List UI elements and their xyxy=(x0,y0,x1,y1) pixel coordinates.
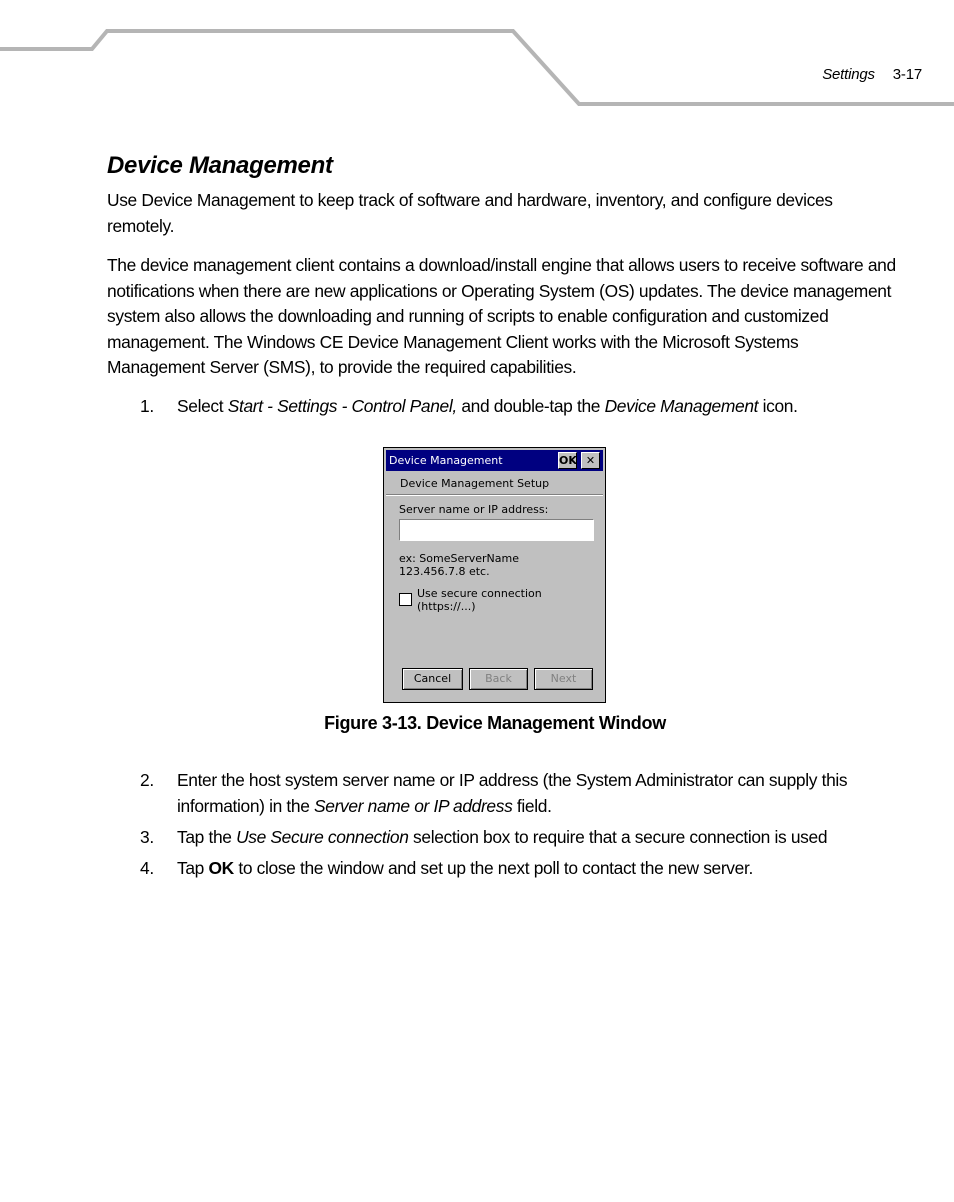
dialog-titlebar xyxy=(386,450,603,471)
page-number: 3-17 xyxy=(892,66,922,83)
client-paragraph: The device management client contains a download/install engine that allows users to receive software and notifications when there are new applications or Operating System (OS) updates. The device management system also allows the downloading and running of scripts to enable configuration and customized management. The Windows CE Device Management Client works with the Microsoft Systems Management Server (SMS), to provide the required capabilities. xyxy=(107,255,896,378)
icon-name: Device Management xyxy=(604,396,759,416)
cancel-button[interactable]: Cancel xyxy=(402,668,463,690)
ok-keyword: OK xyxy=(208,858,234,878)
secure-connection-checkbox[interactable] xyxy=(399,593,412,606)
menu-path: Start - Settings - Control Panel, xyxy=(227,396,457,416)
device-management-dialog xyxy=(383,447,606,703)
step-text-part: to close the window and set up the next poll to contact the new server. xyxy=(233,858,753,878)
step-text xyxy=(177,768,900,819)
step-text-part: Tap the xyxy=(177,827,237,847)
section-title: Device Management xyxy=(107,152,333,179)
step-text xyxy=(177,825,900,851)
divider xyxy=(386,494,603,496)
running-head-section: Settings xyxy=(822,66,875,83)
step-text-part: field. xyxy=(512,795,552,816)
step-2 xyxy=(140,768,900,819)
step-text-part: selection box to require that a secure connection is used xyxy=(408,827,828,847)
step-text-part: Tap xyxy=(177,858,209,878)
setup-title: Device Management Setup xyxy=(400,477,550,490)
step-3 xyxy=(140,825,900,851)
secure-connection-label: Use secure connection xyxy=(417,587,542,600)
field-name: Server name or IP address xyxy=(314,795,513,816)
step-number: 1. xyxy=(140,396,154,416)
header-rule xyxy=(0,0,954,110)
step-1 xyxy=(140,394,900,420)
step-number: 4. xyxy=(140,858,154,878)
step-number: 3. xyxy=(140,827,154,847)
step-text xyxy=(177,856,900,882)
secure-connection-label: (https://...) xyxy=(417,600,476,613)
step-text-part: Select xyxy=(177,396,228,416)
ok-button[interactable]: OK xyxy=(559,454,577,467)
close-icon[interactable]: ✕ xyxy=(581,452,600,469)
back-button[interactable]: Back xyxy=(469,668,528,690)
step-4 xyxy=(140,856,900,882)
step-text xyxy=(177,394,900,420)
intro-paragraph: Use Device Management to keep track of software and hardware, inventory, and configure devices remotely. xyxy=(107,190,833,236)
server-label: Server name or IP address: xyxy=(399,503,549,516)
server-input[interactable] xyxy=(399,519,594,541)
example-text: 123.456.7.8 etc. xyxy=(399,565,490,578)
step-text-part: icon. xyxy=(758,396,798,416)
field-name: Use Secure connection xyxy=(236,827,409,847)
running-head xyxy=(822,66,922,83)
figure-caption: Figure 3-13. Device Management Window xyxy=(324,713,666,733)
step-number: 2. xyxy=(140,770,154,790)
step-text-part: Enter the host system server name or IP address (the System Administrator can supply this information) in the xyxy=(177,770,848,816)
step-text-part: and double-tap the xyxy=(456,396,605,416)
next-button[interactable]: Next xyxy=(534,668,593,690)
dialog-title: Device Management xyxy=(389,454,503,467)
example-text: ex: SomeServerName xyxy=(399,552,520,565)
